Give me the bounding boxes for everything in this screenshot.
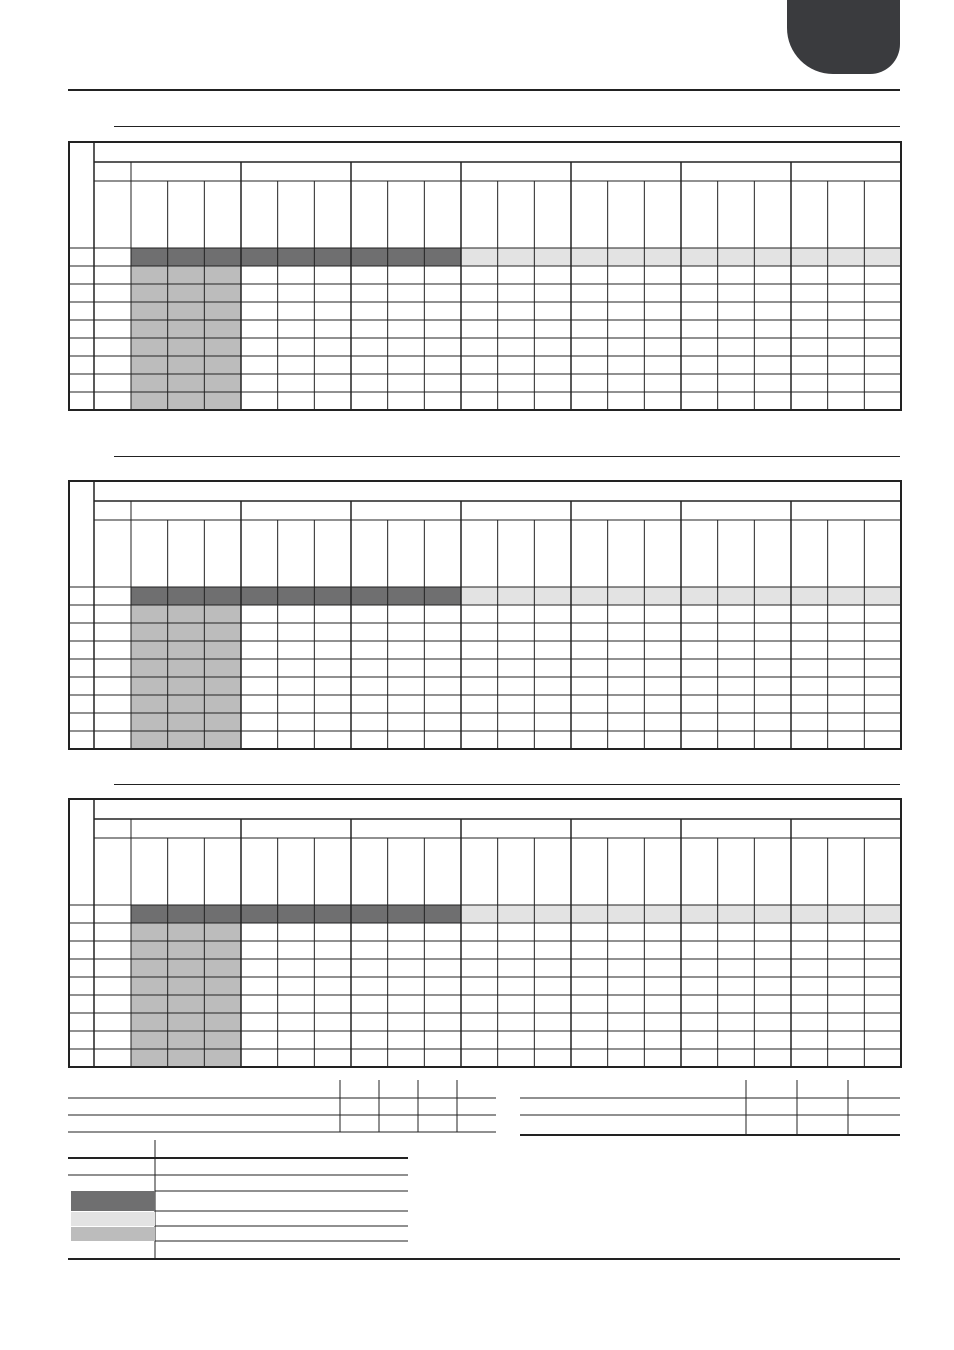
band-cell [718,248,755,266]
band-cell [168,248,205,266]
section-rule-3 [114,784,900,785]
summary-table-right [520,1080,902,1140]
section-rule-1 [114,126,900,127]
band-cell [168,587,205,605]
band-cell [351,248,388,266]
band-cell [571,905,608,923]
band-cell [791,905,828,923]
band-cell [828,248,865,266]
band-cell [534,248,571,266]
section-rule-2 [114,456,900,457]
chapter-tab [787,0,900,74]
band-cell [461,905,498,923]
band-cell [461,248,498,266]
band-cell [388,905,425,923]
band-cell [864,248,901,266]
band-cell [351,587,388,605]
band-cell [241,905,278,923]
band-cell [681,248,718,266]
band-cell [681,587,718,605]
band-cell [241,248,278,266]
band-cell [351,905,388,923]
band-cell [791,248,828,266]
band-cell [571,587,608,605]
legend-table [68,1140,412,1262]
legend-swatch-mid [71,1227,155,1241]
table-grid [68,480,902,753]
schedule-table-1 [68,141,902,414]
band-cell [534,587,571,605]
band-cell [534,905,571,923]
band-cell [828,905,865,923]
band-cell [461,587,498,605]
band-cell [754,587,791,605]
band-cell [644,248,681,266]
band-cell [388,248,425,266]
band-cell [498,587,535,605]
band-cell [388,587,425,605]
band-cell [828,587,865,605]
band-cell [314,248,351,266]
band-cell [204,248,241,266]
band-cell [424,587,461,605]
band-cell [571,248,608,266]
band-cell [168,905,205,923]
schedule-table-3 [68,798,902,1071]
band-cell [278,587,315,605]
band-cell [718,587,755,605]
legend-swatch-light [71,1212,155,1226]
band-cell [424,905,461,923]
band-cell [131,248,168,266]
band-cell [204,587,241,605]
band-cell [498,248,535,266]
band-cell [864,587,901,605]
band-cell [754,248,791,266]
summary-table-left [68,1080,498,1136]
band-cell [791,587,828,605]
band-cell [131,905,168,923]
table-grid [68,141,902,414]
band-cell [608,587,645,605]
band-cell [278,248,315,266]
band-cell [718,905,755,923]
footer-rule [68,1258,900,1260]
legend-swatch-dark [71,1191,155,1211]
band-cell [498,905,535,923]
band-cell [754,905,791,923]
band-cell [608,905,645,923]
band-cell [644,905,681,923]
band-cell [204,905,241,923]
band-cell [314,587,351,605]
band-cell [424,248,461,266]
band-cell [278,905,315,923]
band-cell [314,905,351,923]
header-rule [68,89,900,91]
table-grid [68,798,902,1071]
band-cell [681,905,718,923]
band-cell [608,248,645,266]
band-cell [131,587,168,605]
band-cell [644,587,681,605]
band-cell [864,905,901,923]
band-cell [241,587,278,605]
schedule-table-2 [68,480,902,753]
